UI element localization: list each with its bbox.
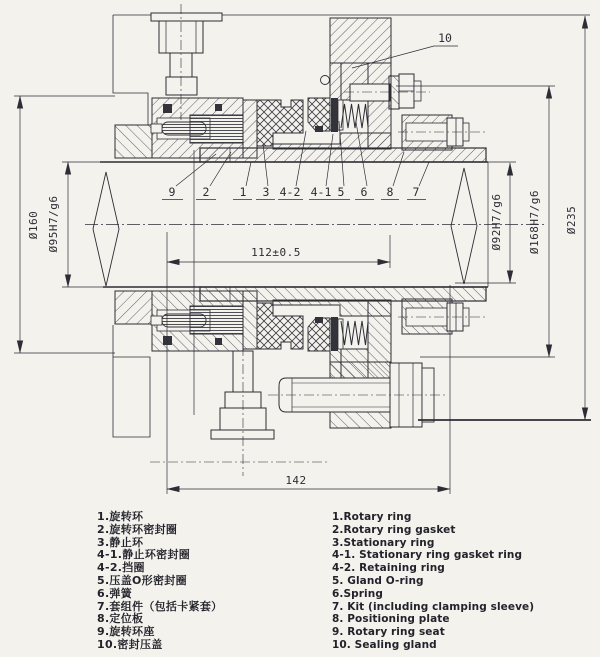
legend-item-en: 5. Gland O-ring [332,574,424,587]
rotary-ring-gasket [190,115,243,143]
part-label-4-1: 4-1 [310,185,332,199]
legend-item-en: 9. Rotary ring seat [332,626,445,639]
legend-item-cn: 6.弹簧 [97,586,133,600]
legend-item-en: 8. Positioning plate [332,613,450,626]
retaining-ring [338,100,343,130]
o-ring-dot [315,126,323,132]
housing-wall [115,125,152,158]
part-label-2: 2 [202,185,210,199]
part-label-4-2: 4-2 [279,185,301,199]
shaft-break-right [451,168,477,284]
legend-item-cn: 8.定位板 [97,612,144,626]
part-label-9: 9 [168,185,176,199]
legend-item-cn: 1.旋转环 [97,510,144,523]
legend-item-cn: 4-2.挡圈 [97,561,145,575]
legend-item-cn: 10.密封压盖 [97,637,163,651]
legend-item-en: 10. Sealing gland [332,638,437,651]
dim-label-112: 112±0.5 [251,246,301,259]
stationary-ring [257,100,303,146]
legend-item-cn: 9.旋转环座 [97,625,155,639]
legend-item-cn: 4-1.静止环密封圈 [97,548,191,562]
dim-label-168: Ø168H7/g6 [528,189,541,255]
legend-item-cn: 2.旋转环密封圈 [97,522,178,536]
dim-label-92: Ø92H7/g6 [490,193,503,251]
legend-item-cn: 5.压盖O形密封圈 [97,573,187,587]
dim-label-235: Ø235 [565,205,578,235]
legend-item-en: 3.Stationary ring [332,536,435,549]
seat-screw [215,104,222,111]
dim-label-160: Ø160 [27,210,40,240]
legend-chinese [97,511,222,652]
dimensions [14,16,591,494]
sealing-gland-block [330,18,391,63]
legend-item-en: 6.Spring [332,587,383,600]
legend-item-en: 4-2. Retaining ring [332,562,445,575]
part-label-8: 8 [386,185,394,199]
legend-item-cn: 3.静止环 [97,535,144,549]
part-label-1: 1 [239,185,247,199]
legend-item-en: 4-1. Stationary ring gasket ring [332,549,523,562]
legend-item-en: 1.Rotary ring [332,511,412,523]
shaft-break-left [93,172,119,286]
seat-o-ring [163,104,172,113]
legend-item-en: 2.Rotary ring gasket [332,523,456,536]
part-label-5: 5 [337,185,345,199]
gland-pin [321,76,330,85]
gland-o-ring [331,98,338,132]
spring [341,104,368,128]
part-label-6: 6 [360,185,368,199]
dim-label-95: Ø95H7/g6 [47,195,60,253]
dim-label-142: 142 [285,474,307,487]
part-label-10: 10 [438,31,452,45]
part-label-3: 3 [262,185,270,199]
part-label-7: 7 [412,185,420,199]
legend-item-en: 7. Kit (including clamping sleeve) [332,600,535,613]
legend-item-cn: 7.套组件（包括卡紧套） [97,599,223,613]
legend-english [332,511,534,652]
